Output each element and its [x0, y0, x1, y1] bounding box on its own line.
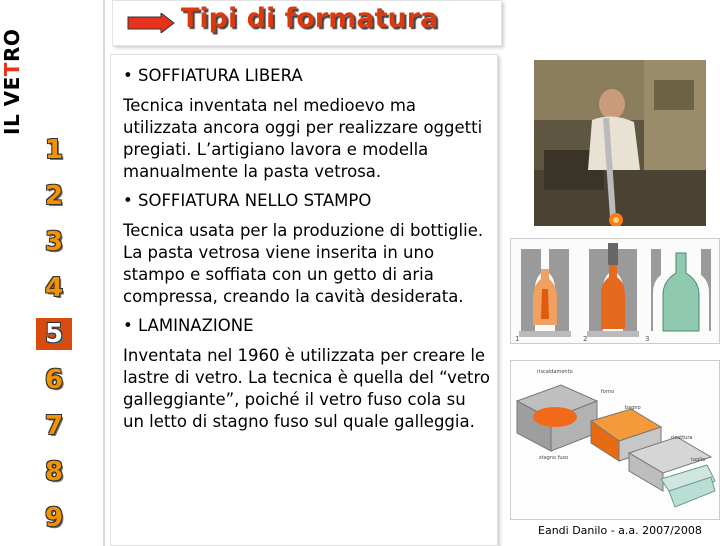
nav-number: 2: [44, 181, 64, 211]
nav-item-8[interactable]: [36, 456, 76, 490]
nav-item-6[interactable]: [36, 364, 76, 398]
step-label: 2: [583, 335, 588, 343]
nav-number: 9: [44, 503, 64, 533]
nav-item-9[interactable]: [36, 502, 76, 536]
diagram-label: taglio: [691, 457, 706, 463]
section-heading: • SOFFIATURA LIBERA: [123, 66, 303, 85]
mold-blowing-diagram: [510, 238, 720, 344]
nav-item-3[interactable]: [36, 226, 76, 260]
diagram-label: riscaldamento: [537, 369, 573, 375]
section-body: Inventata nel 1960 è utilizzata per creare le lastre di vetro. La tecnica è quella del “vetro galleggiante”, poiché il vetro fuso cola su un letto di stagno fuso sul quale galleggia.: [123, 346, 491, 431]
page-title: Tipi di formatura: [181, 3, 439, 34]
diagram-label: ricottura: [671, 435, 693, 441]
section-body: Tecnica inventata nel medioevo ma utilizzata ancora oggi per realizzare oggetti pregiati. L’artigiano lavora e modella manualmente la pasta vetrosa.: [123, 96, 483, 181]
nav-number: 4: [44, 273, 64, 303]
nav-item-7[interactable]: [36, 410, 76, 444]
step-label: 1: [515, 335, 520, 343]
sidebar: IL VETRO 1 2 3 4 5 6 7 8 9: [0, 0, 104, 546]
nav-item-5[interactable]: [36, 318, 76, 352]
nav-number: 7: [44, 411, 64, 441]
content-body: [123, 65, 491, 440]
glassblower-photo: [534, 60, 706, 226]
nav-item-4[interactable]: [36, 272, 76, 306]
diagram-label: stagno fuso: [539, 455, 569, 461]
step-label: 3: [645, 335, 650, 343]
section-heading: • SOFFIATURA NELLO STAMPO: [123, 191, 372, 210]
nav-item-1[interactable]: [36, 134, 76, 168]
text-panel: [110, 54, 498, 546]
float-glass-diagram: [510, 360, 720, 520]
nav-item-2[interactable]: [36, 180, 76, 214]
author-credit: Eandi Danilo - a.a. 2007/2008: [538, 524, 702, 537]
arrow-icon: [127, 13, 175, 33]
section-heading: • LAMINAZIONE: [123, 316, 254, 335]
sidebar-divider: [103, 0, 105, 546]
nav-number: 1: [44, 135, 64, 165]
diagram-label: bagno: [625, 405, 641, 411]
nav-number: 6: [44, 365, 64, 395]
nav-number: 8: [44, 457, 64, 487]
nav-number: 3: [44, 227, 64, 257]
nav-number: 5: [36, 318, 72, 350]
diagram-label: forno: [601, 389, 615, 395]
title-bar: [112, 0, 502, 46]
section-body: Tecnica usata per la produzione di bottiglie. La pasta vetrosa viene inserita in uno stampo e soffiata con un getto di aria compressa, creando la cavità desiderata.: [123, 221, 484, 306]
